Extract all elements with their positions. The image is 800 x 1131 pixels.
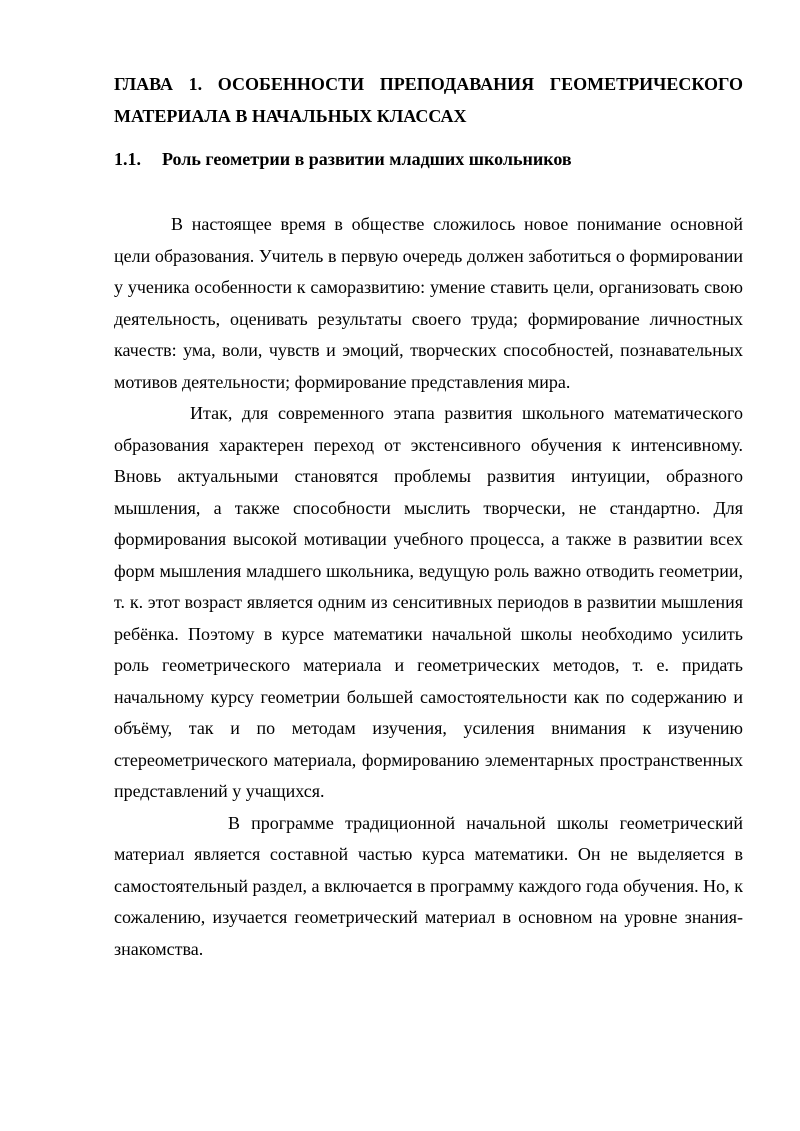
document-page [114, 68, 743, 965]
body-text [114, 209, 743, 965]
paragraph-3: В программе традиционной начальной школы геометрический материал является составной частью курса математики. Он не выделяется в самостоятельный раздел, а включается в программу каждого года обучения. Но, к сожалению, изучается геометрический материал в основном на уровне знания-знакомства. [114, 812, 743, 959]
paragraph-1: В настоящее время в обществе сложилось новое понимание основной цели образования. Учитель в первую очередь должен заботиться о формировании у ученика особенности к саморазвитию: умение ставить цели, организовать свою деятельность, оценивать результаты своего труда; формирование личностных качеств: ума, воли, чувств и эмоций, творческих способностей, познавательных мотивов деятельности; формирование представления мира. [114, 214, 743, 392]
section-number: 1.1. [114, 149, 141, 169]
chapter-title: ГЛАВА 1. ОСОБЕННОСТИ ПРЕПОДАВАНИЯ ГЕОМЕТРИЧЕСКОГО МАТЕРИАЛА В НАЧАЛЬНЫХ КЛАССАХ [114, 74, 743, 126]
section-heading [114, 143, 743, 175]
paragraph-2: Итак, для современного этапа развития школьного математического образования характерен переход от экстенсивного обучения к интенсивному. Вновь актуальными становятся проблемы развития интуиции, образного мышления, а также способности мыслить творчески, не стандартно. Для формирования высокой мотивации учебного процесса, а также в развитии всех форм мышления младшего школьника, ведущую роль важно отводить геометрии, т. к. этот возраст является одним из сенситивных периодов в развитии мышления ребёнка. Поэтому в курсе математики начальной школы необходимо усилить роль геометрического материала и геометрических методов, т. е. придать начальному курсу геометрии большей самостоятельности как по содержанию и объёму, так и по методам изучения, усиления внимания к изучению стереометрического материала, формированию элементарных пространственных представлений у учащихся. [114, 403, 743, 801]
section-title: Роль геометрии в развитии младших школьников [162, 149, 572, 169]
